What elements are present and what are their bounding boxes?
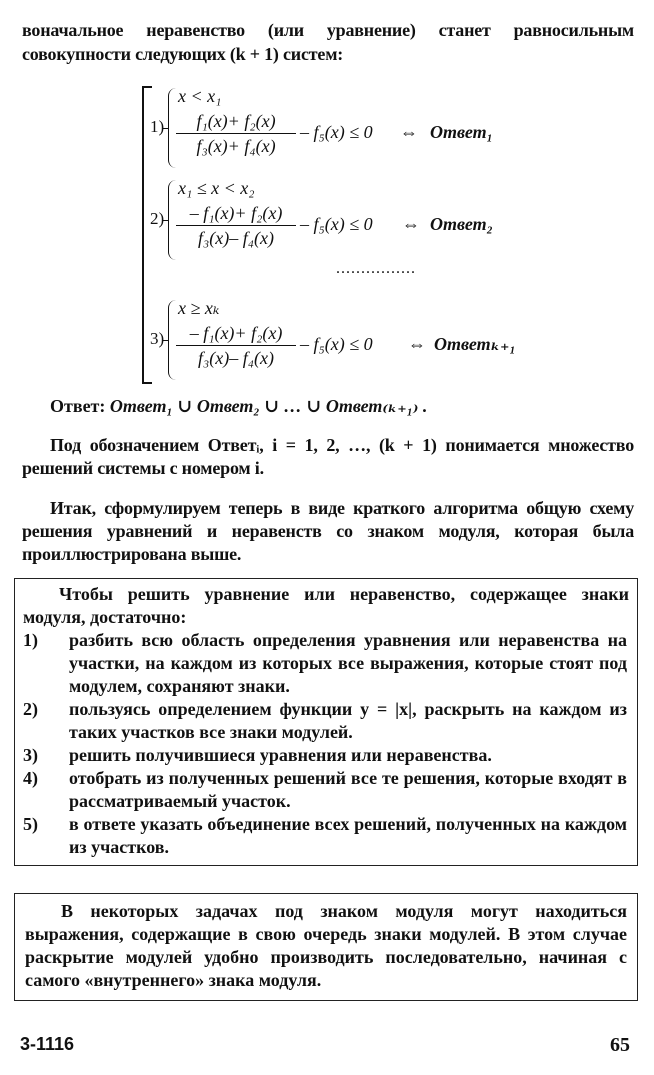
system-condition: x₁ ≤ x < x₂ (178, 178, 255, 198)
system-condition: x ≥ xₖ (178, 298, 220, 318)
algorithm-step: 1) разбить всю область определения уравнения или неравенства на участки, на каждом из которых все выражения, которые стоят под модулем, сохраняют знаки. (23, 630, 627, 696)
equivalence-arrow: ⇔ (408, 334, 426, 354)
system-answer: Ответ₂ (430, 214, 493, 234)
nested-modulus-note-box (14, 893, 638, 1001)
system-number: 1) (150, 117, 165, 136)
intro-paragraph: воначальное неравенство (или уравнение) станет равносильным совокупности следующих (k + 1) систем: (22, 20, 634, 64)
notation-paragraph: Под обозначением Ответᵢ, i = 1, 2, …, (k + 1) понимается множество решений системы с номером i. (22, 435, 634, 478)
system-answer: Ответₖ₊₁ (434, 334, 516, 354)
algorithm-step: 2) пользуясь определением функции y = |x|, раскрыть на каждом из таких участков все знаки модулей. (23, 699, 627, 742)
answer-expression: Ответ₁ ∪ Ответ₂ ∪ … ∪ Ответ₍ₖ₊₁₎ . (109, 396, 428, 416)
system-fraction (176, 202, 296, 249)
algorithm-steps (15, 629, 637, 865)
fraction-denominator: f₃(x)– f₄(x) (198, 348, 274, 368)
print-code: 3-1116 (20, 1034, 75, 1054)
system-tail: – f₅(x) ≤ 0 (300, 122, 373, 142)
system-tail: – f₅(x) ≤ 0 (300, 214, 373, 234)
system-fraction (176, 110, 296, 157)
fraction-numerator: f₁(x)+ f₂(x) (196, 111, 276, 131)
equivalence-arrow: ⇔ (400, 122, 418, 142)
system-tail: – f₅(x) ≤ 0 (300, 334, 373, 354)
page-number: 65 (610, 1034, 630, 1056)
fraction-numerator: – f₁(x)+ f₂(x) (189, 203, 283, 223)
fraction-denominator: f₃(x)+ f₄(x) (196, 136, 276, 156)
algorithm-intro-paragraph: Итак, сформулируем теперь в виде краткого алгоритма общую схему решения уравнений и неравенств со знаком модуля, которая была проиллюстрирована выше. (22, 498, 634, 564)
fraction-denominator: f₃(x)– f₄(x) (198, 228, 274, 248)
system-number: 3) (150, 329, 165, 348)
fraction-numerator: – f₁(x)+ f₂(x) (189, 323, 283, 343)
algorithm-step: 5) в ответе указать объединение всех решений, полученных на каждом из участков. (23, 814, 627, 857)
system-fraction (176, 322, 296, 369)
equivalence-arrow: ⇔ (402, 214, 420, 234)
system-condition: x < x₁ (178, 86, 222, 106)
system-answer: Ответ₁ (430, 122, 493, 142)
systems-collection (138, 84, 638, 384)
nested-modulus-note: В некоторых задачах под знаком модуля могут находиться выражения, содержащие в свою очередь знаки модулей. В этом случае раскрытие модулей удобно производить последовательно, начиная с самого «внутреннего» знака модуля. (25, 901, 627, 990)
answer-line (50, 396, 427, 417)
algorithm-step: 4) отобрать из полученных решений все те решения, которые входят в рассматриваемый участок. (23, 768, 627, 811)
answer-label: Ответ: (50, 396, 106, 416)
algorithm-step: 3) решить получившиеся уравнения или неравенства. (23, 745, 492, 765)
ellipsis-dots: ................ (336, 260, 416, 277)
algorithm-box (14, 578, 638, 866)
system-number: 2) (150, 209, 165, 228)
algorithm-lead: Чтобы решить уравнение или неравенство, содержащее знаки модуля, достаточно: (23, 584, 629, 627)
